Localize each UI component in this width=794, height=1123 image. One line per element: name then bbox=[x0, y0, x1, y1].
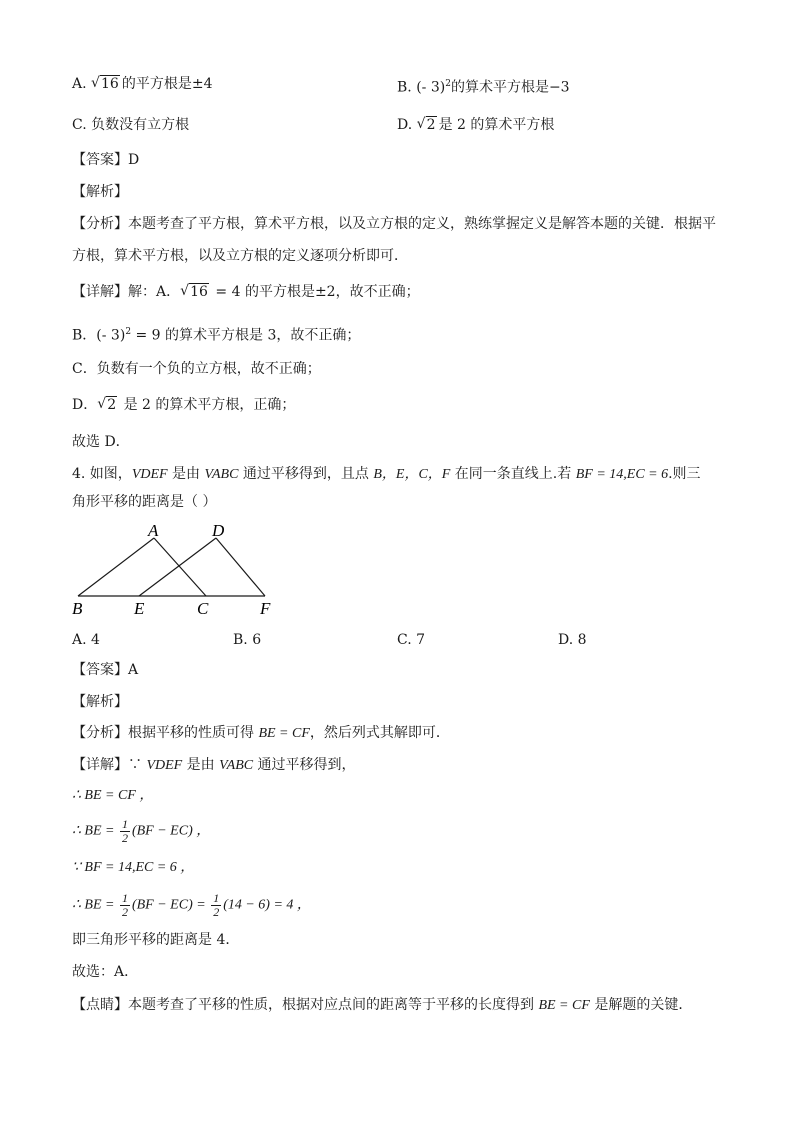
q4-analysis-heading: 【解析】 bbox=[72, 694, 128, 710]
q3-analysis-text-2: 方根，算术平方根，以及立方根的定义逐项分析即可． bbox=[72, 248, 408, 264]
label-d: D bbox=[212, 521, 225, 540]
segment-ed bbox=[139, 538, 216, 596]
q3-option-c: C. 负数没有立方根 bbox=[72, 117, 190, 133]
q4-step-1: ∴ BE = CF ， bbox=[72, 788, 154, 803]
q4-option-c: C. 7 bbox=[397, 632, 426, 648]
fraction-half: $\frac{1}{2}$ bbox=[213, 891, 220, 919]
q4-answer: 【答案】A bbox=[72, 662, 139, 678]
q3-detail-a: 【详解】解：A．√ 16 = 4 的平方根是±2，故不正确； bbox=[72, 282, 420, 302]
sqrt-symbol: √ 2 bbox=[97, 395, 117, 415]
label-a: A bbox=[148, 521, 159, 540]
sqrt-symbol: √ 16 bbox=[180, 282, 209, 302]
q4-step-2: ∴ BE = $\frac{1}{2}$ (BF − EC) ， bbox=[72, 817, 211, 845]
label-c: C bbox=[197, 599, 209, 618]
q3-answer: 【答案】D bbox=[72, 152, 140, 168]
q3-detail-d: D．√ 2 是 2 的算术平方根，正确； bbox=[72, 395, 295, 415]
segment-ab bbox=[78, 538, 154, 596]
translation-figure bbox=[68, 520, 288, 620]
fraction-half: $\frac{1}{2}$ bbox=[121, 891, 128, 919]
q4-option-a: A. 4 bbox=[72, 632, 100, 648]
q4-analysis-text: 【分析】根据平移的性质可得 BE = CF，然后列式其解即可． bbox=[72, 725, 450, 741]
sqrt-symbol: √ 2 bbox=[417, 115, 437, 135]
q4-stem-line-2: 角形平移的距离是（ ） bbox=[72, 494, 217, 510]
q3-detail-c: C．负数有一个负的立方根，故不正确； bbox=[72, 361, 321, 377]
fraction-half: $\frac{1}{2}$ bbox=[121, 817, 128, 845]
q4-step-3: ∵ BF = 14,EC = 6 ， bbox=[72, 860, 195, 875]
sqrt-symbol: √ 16 bbox=[91, 74, 120, 94]
q4-option-b: B. 6 bbox=[233, 632, 262, 648]
q3-option-b: B. (- 3)$^2$的算术平方根是−3 bbox=[397, 79, 570, 96]
q3-detail-b: B．(- 3)$^2$ = 9 的算术平方根是 3，故不正确； bbox=[72, 327, 361, 344]
q4-key-point: 【点睛】本题考查了平移的性质，根据对应点间的距离等于平移的长度得到 BE = CF 是解题的关键． bbox=[72, 997, 693, 1013]
q4-option-d: D. 8 bbox=[558, 632, 587, 648]
q3-option-d: D. √ 2 是 2 的算术平方根 bbox=[397, 115, 554, 135]
label-b: B bbox=[72, 599, 83, 618]
label-e: E bbox=[134, 599, 145, 618]
q4-detail-intro: 【详解】∵ VDEF 是由 VABC 通过平移得到， bbox=[72, 757, 356, 773]
label-f: F bbox=[260, 599, 271, 618]
q4-stem-line-1: 4. 如图，VDEF 是由 VABC 通过平移得到，且点 B，E，C，F 在同一条直线上.若 BF = 14,EC = 6.则三 bbox=[72, 466, 701, 482]
segment-df bbox=[216, 538, 265, 596]
q3-analysis-heading: 【解析】 bbox=[72, 184, 128, 200]
q4-choose: 故选：A． bbox=[72, 964, 139, 980]
segment-ac bbox=[154, 538, 206, 596]
q3-choose: 故选 D． bbox=[72, 434, 130, 450]
q3-analysis-text-1: 【分析】本题考查了平方根，算术平方根，以及立方根的定义，熟练掌握定义是解答本题的关键．根据平 bbox=[72, 216, 716, 232]
q3-option-a: A. √ 16 的平方根是±4 bbox=[72, 74, 212, 94]
q4-step-4: ∴ BE = $\frac{1}{2}$ (BF − EC) = $\frac{1}{2}$ (14 − 6) = 4 ， bbox=[72, 891, 311, 919]
q4-conclusion: 即三角形平移的距离是 4． bbox=[72, 932, 240, 948]
